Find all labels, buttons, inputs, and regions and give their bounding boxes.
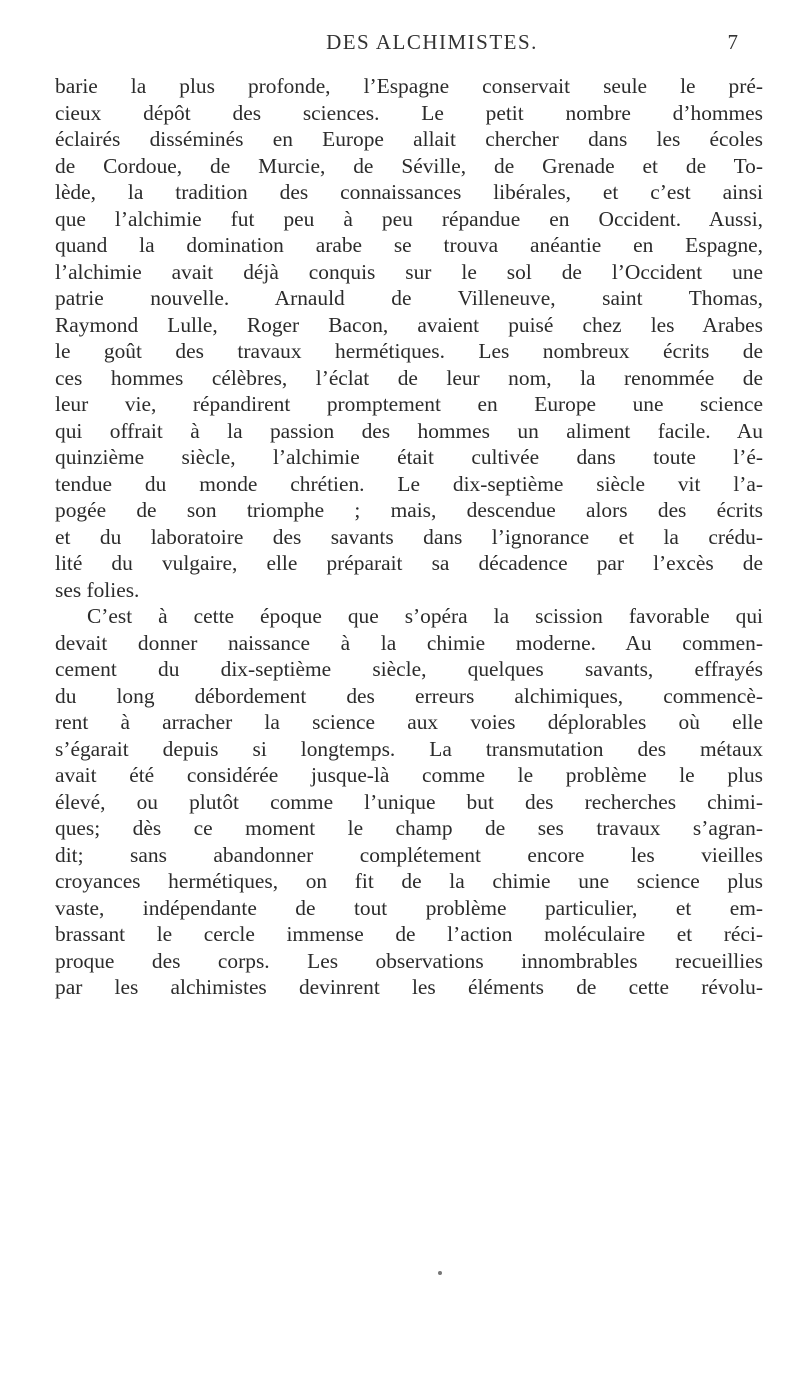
text-line: éclairés disséminés en Europe allait chercher dans les écoles — [55, 127, 763, 151]
text-line: l’alchimie avait déjà conquis sur le sol de l’Occident une — [55, 259, 763, 284]
text-line: rent à arracher la science aux voies déplorables où elle — [55, 710, 763, 734]
text-line: avait été considérée jusque-là comme le problème le plus — [55, 763, 763, 787]
text-line: C’est à cette époque que s’opéra la scission favorable qui — [87, 604, 763, 628]
text-line: de Cordoue, de Murcie, de Séville, de Grenade et de To- — [55, 153, 763, 178]
text-line: lède, la tradition des connaissances libérales, et c’est ainsi — [55, 180, 763, 204]
text-line: devait donner naissance à la chimie moderne. Au commen- — [55, 630, 763, 655]
text-line: dit; sans abandonner complétement encore les vieilles — [55, 842, 763, 867]
text-line: cement du dix-septième siècle, quelques savants, effrayés — [55, 657, 763, 681]
text-line: quinzième siècle, l’alchimie était cultivée dans toute l’é- — [55, 445, 763, 469]
text-line: quand la domination arabe se trouva anéantie en Espagne, — [55, 233, 763, 257]
page-header — [126, 30, 738, 58]
text-line: tendue du monde chrétien. Le dix-septième siècle vit l’a- — [55, 471, 763, 496]
text-line: et du laboratoire des savants dans l’ignorance et la crédu- — [55, 524, 763, 549]
body-text — [55, 73, 763, 1001]
text-line: leur vie, répandirent promptement en Europe une science — [55, 392, 763, 416]
text-line: Raymond Lulle, Roger Bacon, avaient puisé chez les Arabes — [55, 312, 763, 337]
text-line: ces hommes célèbres, l’éclat de leur nom, la renommée de — [55, 365, 763, 390]
text-line: du long débordement des erreurs alchimiques, commencè- — [55, 683, 763, 708]
text-line: patrie nouvelle. Arnauld de Villeneuve, saint Thomas, — [55, 286, 763, 310]
text-line: ses folies. — [55, 577, 140, 602]
text-line: que l’alchimie fut peu à peu répandue en Occident. Aussi, — [55, 206, 763, 231]
text-line: croyances hermétiques, on fit de la chimie une science plus — [55, 869, 763, 893]
text-line: qui offrait à la passion des hommes un aliment facile. Au — [55, 418, 763, 443]
running-title: DES ALCHIMISTES. — [326, 30, 538, 54]
text-line: vaste, indépendante de tout problème particulier, et em- — [55, 895, 763, 920]
text-line: cieux dépôt des sciences. Le petit nombre d’hommes — [55, 100, 763, 125]
text-line: lité du vulgaire, elle préparait sa décadence par l’excès de — [55, 551, 763, 575]
text-line: par les alchimistes devinrent les éléments de cette révolu- — [55, 975, 763, 999]
text-line: le goût des travaux hermétiques. Les nombreux écrits de — [55, 339, 763, 363]
ink-speck — [438, 1271, 442, 1275]
text-line: proque des corps. Les observations innombrables recueillies — [55, 948, 763, 973]
text-line: ques; dès ce moment le champ de ses travaux s’agran- — [55, 816, 763, 840]
text-line: s’égarait depuis si longtemps. La transmutation des métaux — [55, 736, 763, 761]
text-line: barie la plus profonde, l’Espagne conservait seule le pré- — [55, 74, 763, 98]
text-line: élevé, ou plutôt comme l’unique but des recherches chimi- — [55, 789, 763, 814]
text-line: pogée de son triomphe ; mais, descendue alors des écrits — [55, 498, 763, 522]
page-number: 7 — [727, 30, 738, 54]
text-line: brassant le cercle immense de l’action moléculaire et réci- — [55, 922, 763, 946]
